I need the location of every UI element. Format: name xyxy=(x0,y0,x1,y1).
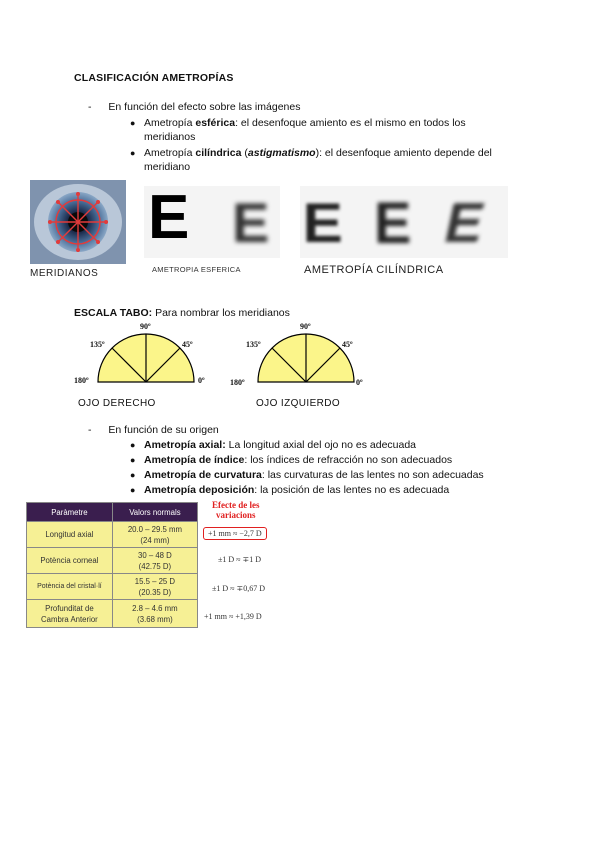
effect-corneal: ±1 D ≈ ∓1 D xyxy=(218,555,262,564)
bullet-icon: ● xyxy=(130,440,136,450)
table-header-row xyxy=(27,503,198,522)
sharp-e-letter: E xyxy=(148,183,190,252)
dash-item-effect xyxy=(88,101,300,113)
item-bold: Ametropía de curvatura xyxy=(144,469,262,481)
value-cell: 20.0 – 29.5 mm (24 mm) xyxy=(112,522,197,548)
column-header-values: Valors normals xyxy=(112,503,197,522)
left-eye-label: OJO IZQUIERDO xyxy=(256,398,341,409)
effect-lens: ±1 D ≈ ∓0,67 D xyxy=(212,584,266,593)
deg-135-label: 135º xyxy=(90,340,105,349)
table-row xyxy=(27,574,198,600)
deg-0-label: 0º xyxy=(198,376,205,385)
item-bold: Ametropía axial: xyxy=(144,439,226,451)
page-title: CLASIFICACIÓN AMETROPÍAS xyxy=(74,72,234,84)
deg-90-label: 90º xyxy=(140,322,151,331)
list-item-position xyxy=(130,483,564,497)
tabo-heading-text: Para nombrar los meridianos xyxy=(152,307,290,319)
deg-180-label: 180º xyxy=(74,376,89,385)
bullet-icon: ● xyxy=(130,148,136,158)
dash-marker: - xyxy=(88,101,92,113)
cylindrical-panel xyxy=(300,186,508,258)
item-bold-italic: astigmatismo xyxy=(247,147,316,159)
item-text: La longitud axial del ojo no es adecuada xyxy=(225,439,417,451)
deg-135-label: 135º xyxy=(246,340,261,349)
blurred-e-oblique: E xyxy=(439,191,491,254)
item-bold: Ametropía de índice xyxy=(144,454,245,466)
spherical-panel xyxy=(144,183,280,258)
item-prefix: Ametropía xyxy=(144,147,196,159)
table-row xyxy=(27,548,198,574)
eye-meridians-photo xyxy=(30,180,126,264)
parameters-table xyxy=(26,502,198,628)
value-cell: 15.5 – 25 D (20.35 D) xyxy=(112,574,197,600)
tabo-left-eye xyxy=(228,320,378,390)
effect-chamber: +1 mm ≈ +1,39 D xyxy=(204,612,262,621)
deg-180-label: 180º xyxy=(230,378,245,387)
cylindrical-label: AMETROPÍA CILÍNDRICA xyxy=(304,264,444,276)
list-item-curvature xyxy=(130,468,564,482)
param-cell: Potència corneal xyxy=(27,548,113,574)
bullet-icon: ● xyxy=(130,485,136,495)
bullet-icon: ● xyxy=(130,118,136,128)
effects-header: Efecte de les variacions xyxy=(212,500,260,520)
param-cell: Potència del cristal·lí xyxy=(27,574,113,600)
tabo-right-eye xyxy=(68,320,218,390)
effect-axial: +1 mm ≈ −2,7 D xyxy=(203,527,267,540)
list-item-spherical xyxy=(130,116,524,144)
item-bold: Ametropía deposición xyxy=(144,484,255,496)
item-text: : los índices de refracción no son adecuados xyxy=(244,454,453,466)
item-text-line2: meridianos xyxy=(144,131,196,143)
bullet-icon: ● xyxy=(130,470,136,480)
dash-marker: - xyxy=(88,424,92,436)
param-cell: Profunditat de Cambra Anterior xyxy=(27,600,113,628)
value-cell: 30 – 48 D (42.75 D) xyxy=(112,548,197,574)
list-item-axial xyxy=(130,438,544,452)
deg-45-label: 45º xyxy=(342,340,353,349)
spherical-label: AMETROPIA ESFERICA xyxy=(152,265,241,274)
right-eye-label: OJO DERECHO xyxy=(78,398,156,409)
deg-0-label: 0º xyxy=(356,378,363,387)
meridians-label: MERIDIANOS xyxy=(30,268,99,279)
blurred-e-horizontal: E xyxy=(302,191,343,254)
item-text: : las curvaturas de las lentes no son adecuadas xyxy=(261,469,484,481)
value-cell: 2.8 – 4.6 mm (3.68 mm) xyxy=(112,600,197,628)
item-prefix: Ametropía xyxy=(144,117,196,129)
paren: ) xyxy=(315,147,320,159)
paren: ( xyxy=(241,147,248,159)
table-row xyxy=(27,600,198,628)
deg-90-label: 90º xyxy=(300,322,311,331)
deg-45-label: 45º xyxy=(182,340,193,349)
item-text-line2: meridiano xyxy=(144,161,191,173)
tabo-heading-bold: ESCALA TABO: xyxy=(74,307,153,319)
blurred-e-vertical: E xyxy=(374,189,412,256)
item-bold: cilíndrica xyxy=(195,147,242,159)
item-text: : el desenfoque amiento depende del xyxy=(319,147,492,159)
dash-label: En función del efecto sobre las imágenes xyxy=(108,101,301,113)
column-header-parameter: Paràmetre xyxy=(27,503,113,522)
bullet-icon: ● xyxy=(130,455,136,465)
tabo-heading xyxy=(74,307,290,319)
table-row xyxy=(27,522,198,548)
item-text: : el desenfoque amiento es el mismo en todos los xyxy=(235,117,466,129)
list-item-index xyxy=(130,453,544,467)
dash-label: En función de su origen xyxy=(108,424,219,436)
list-item-cylindrical xyxy=(130,146,524,174)
item-bold: esférica xyxy=(195,117,236,129)
item-text: : la posición de las lentes no es adecuada xyxy=(254,484,450,496)
param-cell: Longitud axial xyxy=(27,522,113,548)
dash-item-origin xyxy=(88,424,219,436)
blurred-e-letter: E xyxy=(232,191,270,254)
